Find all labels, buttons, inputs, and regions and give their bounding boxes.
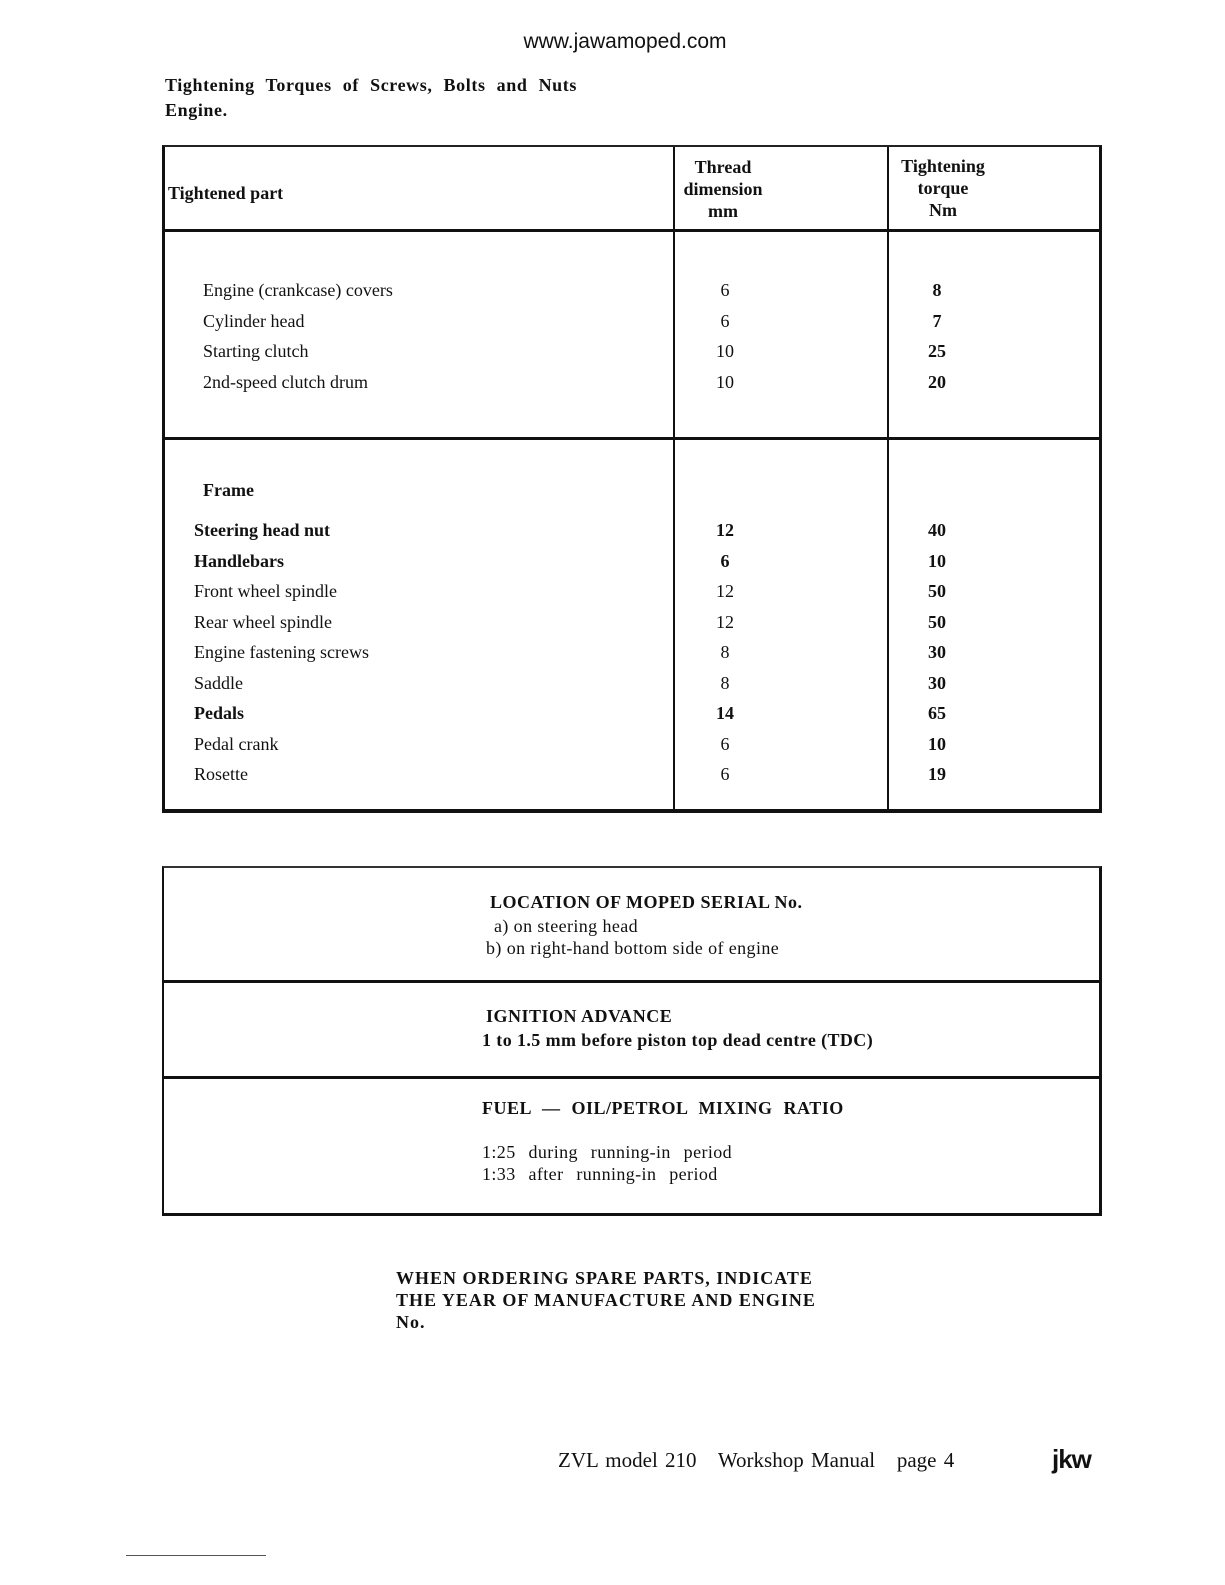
jkw-logo: jkw (1052, 1444, 1091, 1474)
row-thread-dimension: 10 (716, 341, 734, 361)
row-part-name: Pedals (194, 703, 245, 723)
info-divider (164, 1076, 1099, 1079)
row-thread-dimension: 8 (720, 642, 730, 662)
row-part-name: Cylinder head (203, 310, 305, 331)
row-part-name: Steering head nut (194, 520, 331, 540)
row-thread-dimension: 12 (716, 611, 734, 632)
section-rule (165, 437, 1099, 440)
row-tightening-torque: 40 (928, 520, 946, 540)
row-thread-dimension: 8 (720, 672, 730, 693)
info-divider (164, 980, 1099, 983)
row-tightening-torque: 8 (932, 280, 942, 300)
bottom-rule (126, 1555, 266, 1556)
row-tightening-torque: 30 (928, 672, 946, 693)
row-tightening-torque: 20 (928, 371, 946, 392)
row-tightening-torque: 30 (928, 642, 946, 662)
ignition-advance-line: 1 to 1.5 mm before piston top dead centre (TDC) (482, 1030, 874, 1050)
serial-location-title: LOCATION OF MOPED SERIAL No. (490, 892, 803, 912)
row-part-name: Rosette (194, 764, 248, 784)
column-divider (673, 147, 675, 809)
row-thread-dimension: 14 (716, 703, 734, 723)
serial-location-line: a) on steering head (494, 916, 639, 936)
spare-parts-notice: WHEN ORDERING SPARE PARTS, INDICATE THE YEAR OF MANUFACTURE AND ENGINE No. (396, 1268, 816, 1332)
row-thread-dimension: 12 (716, 581, 734, 601)
row-tightening-torque: 65 (928, 703, 946, 723)
row-tightening-torque: 50 (928, 611, 946, 632)
site-url: www.jawamoped.com (523, 30, 727, 53)
row-tightening-torque: 10 (928, 733, 946, 754)
page-title: Tightening Torques of Screws, Bolts and Nuts (165, 75, 577, 95)
torque-table (162, 145, 1102, 813)
row-tightening-torque: 25 (928, 341, 946, 361)
fuel-mixing-line: 1:33 after running-in period (482, 1164, 718, 1184)
serial-location-line: b) on right-hand bottom side of engine (486, 938, 780, 958)
row-thread-dimension: 6 (720, 280, 730, 300)
row-thread-dimension: 6 (720, 550, 730, 571)
row-part-name: Engine fastening screws (194, 642, 369, 662)
row-part-name: Rear wheel spindle (194, 611, 332, 632)
row-thread-dimension: 10 (716, 371, 734, 392)
row-tightening-torque: 19 (928, 764, 946, 784)
row-part-name: Handlebars (194, 550, 285, 571)
row-part-name: Engine (crankcase) covers (203, 280, 393, 300)
row-thread-dimension: 12 (716, 520, 734, 540)
header-tightened-part: Tightened part (168, 183, 284, 203)
footer-text: ZVL model 210 Workshop Manual page 4 (558, 1448, 955, 1472)
fuel-mixing-line: 1:25 during running-in period (482, 1142, 733, 1162)
row-thread-dimension: 6 (720, 733, 730, 754)
column-divider (887, 147, 889, 809)
row-tightening-torque: 7 (932, 310, 942, 331)
info-box (162, 866, 1102, 1216)
frame-section-label: Frame (203, 480, 254, 500)
row-part-name: Pedal crank (194, 733, 279, 754)
row-thread-dimension: 6 (720, 764, 730, 784)
row-part-name: 2nd-speed clutch drum (203, 371, 368, 392)
page-subtitle: Engine. (165, 100, 228, 120)
row-part-name: Starting clutch (203, 341, 309, 361)
row-part-name: Front wheel spindle (194, 581, 337, 601)
header-rule (165, 229, 1099, 232)
ignition-advance-title: IGNITION ADVANCE (486, 1006, 673, 1026)
row-tightening-torque: 50 (928, 581, 946, 601)
row-tightening-torque: 10 (928, 550, 946, 571)
row-part-name: Saddle (194, 672, 243, 693)
header-tightening-torque: Tightening torque Nm (901, 156, 985, 220)
header-thread-dimension: Thread dimension mm (683, 157, 763, 221)
fuel-mixing-title: FUEL — OIL/PETROL MIXING RATIO (482, 1098, 844, 1118)
row-thread-dimension: 6 (720, 310, 730, 331)
